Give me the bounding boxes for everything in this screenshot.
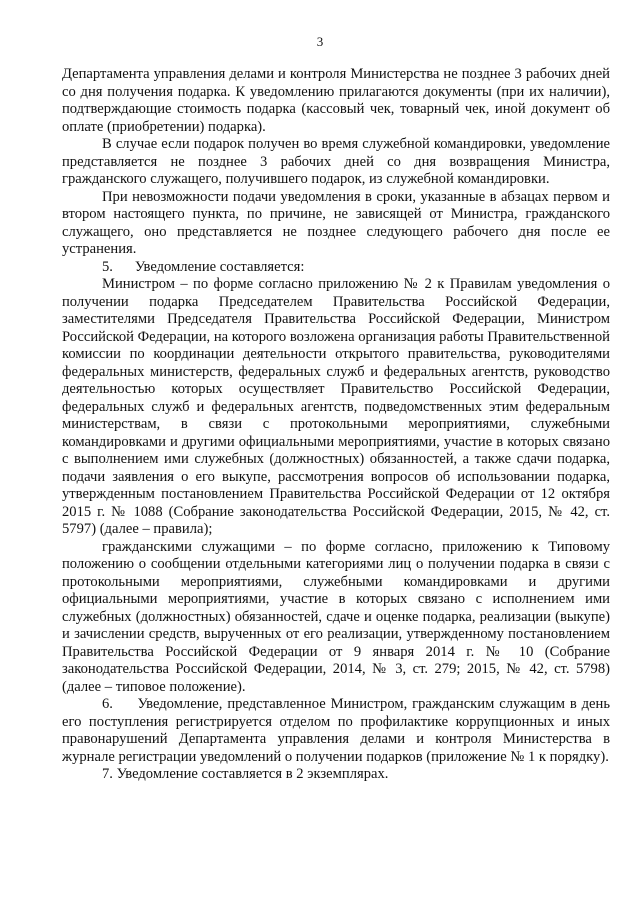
item-5-heading: 5. Уведомление составляется:	[102, 258, 305, 275]
paragraph-civil-servants-form: гражданскими служащими – по форме согласно, приложению к Типовому положению о сообщении отдельными категориями лиц о получении подарка в связи с протокольными мероприятиями, служебными командировками и другими официальными мероприятиями, участие в которых связано с исполнением ими служебных (должностных) обязанностей, сдаче и оценке подарка, реализации (выкупе) и зачислении средств, вырученных от его реализации, утвержденному постановлением Правительства Российской Федерации от 9 января 2014 г. № 10 (Собрание законодательства Российской Федерации, 2014, № 3, ст. 279; 2015, № 42, ст. 5798) (далее – типовое положение).	[62, 538, 610, 695]
item-6-registration: 6. Уведомление, представленное Министром, гражданским служащим в день его поступления регистрируется отделом по профилактике коррупционных и иных правонарушений Департамента управления делами и контроля Министерства в журнале регистрации уведомлений о получении подарков (приложение № 1 к порядку).	[62, 696, 610, 765]
page-number: 3	[316, 34, 324, 49]
paragraph-impossibility: При невозможности подачи уведомления в сроки, указанные в абзацах первом и втором настоящего пункта, по причине, не зависящей от Министра, гражданского служащего, оно представляется не позднее следующего рабочего дня после ее устранения.	[62, 188, 610, 257]
paragraph-minister-form: Министром – по форме согласно приложению № 2 к Правилам уведомления о получении подарка Председателем Правительства Российской Федерации, заместителями Председателя Правительства Российской Федерации, Министром Российской Федерации, на которого возложена организация работы Правительственной комиссии по координации деятельности открытого правительства, руководителями федеральных министерств, федеральных служб и федеральных агентств, руководство деятельностью которых осуществляет Правительство Российской Федерации, федеральных служб и федеральных агентств, подведомственных этим федеральным министерствам, в связи с протокольными мероприятиями, служебными командировками и другими официальными мероприятиями, участие в которых связано с выполнением ими служебных (должностных) обязанностей, а также сдачи подарка, подачи заявления о его выкупе, рассмотрения вопросов об использовании подарка, утвержденным постановлением Правительства Российской Федерации от 12 октября 2015 г. № 1088 (Собрание законодательства Российской Федерации, 2015, № 42, ст. 5797) (далее – правила);	[62, 276, 610, 537]
item-7-copies: 7. Уведомление составляется в 2 экземплярах.	[102, 766, 389, 782]
document-body	[62, 66, 610, 784]
paragraph-business-trip: В случае если подарок получен во время служебной командировки, уведомление представляется не позднее 3 рабочих дней со дня возвращения Министра, гражданского служащего, получившего подарок, из служебной командировки.	[62, 136, 610, 187]
paragraph-continuation: Департамента управления делами и контроля Министерства не позднее 3 рабочих дней со дня получения подарка. К уведомлению прилагаются документы (при их наличии), подтверждающие стоимость подарка (кассовый чек, товарный чек, иной документ об оплате (приобретении) подарка).	[62, 66, 610, 135]
